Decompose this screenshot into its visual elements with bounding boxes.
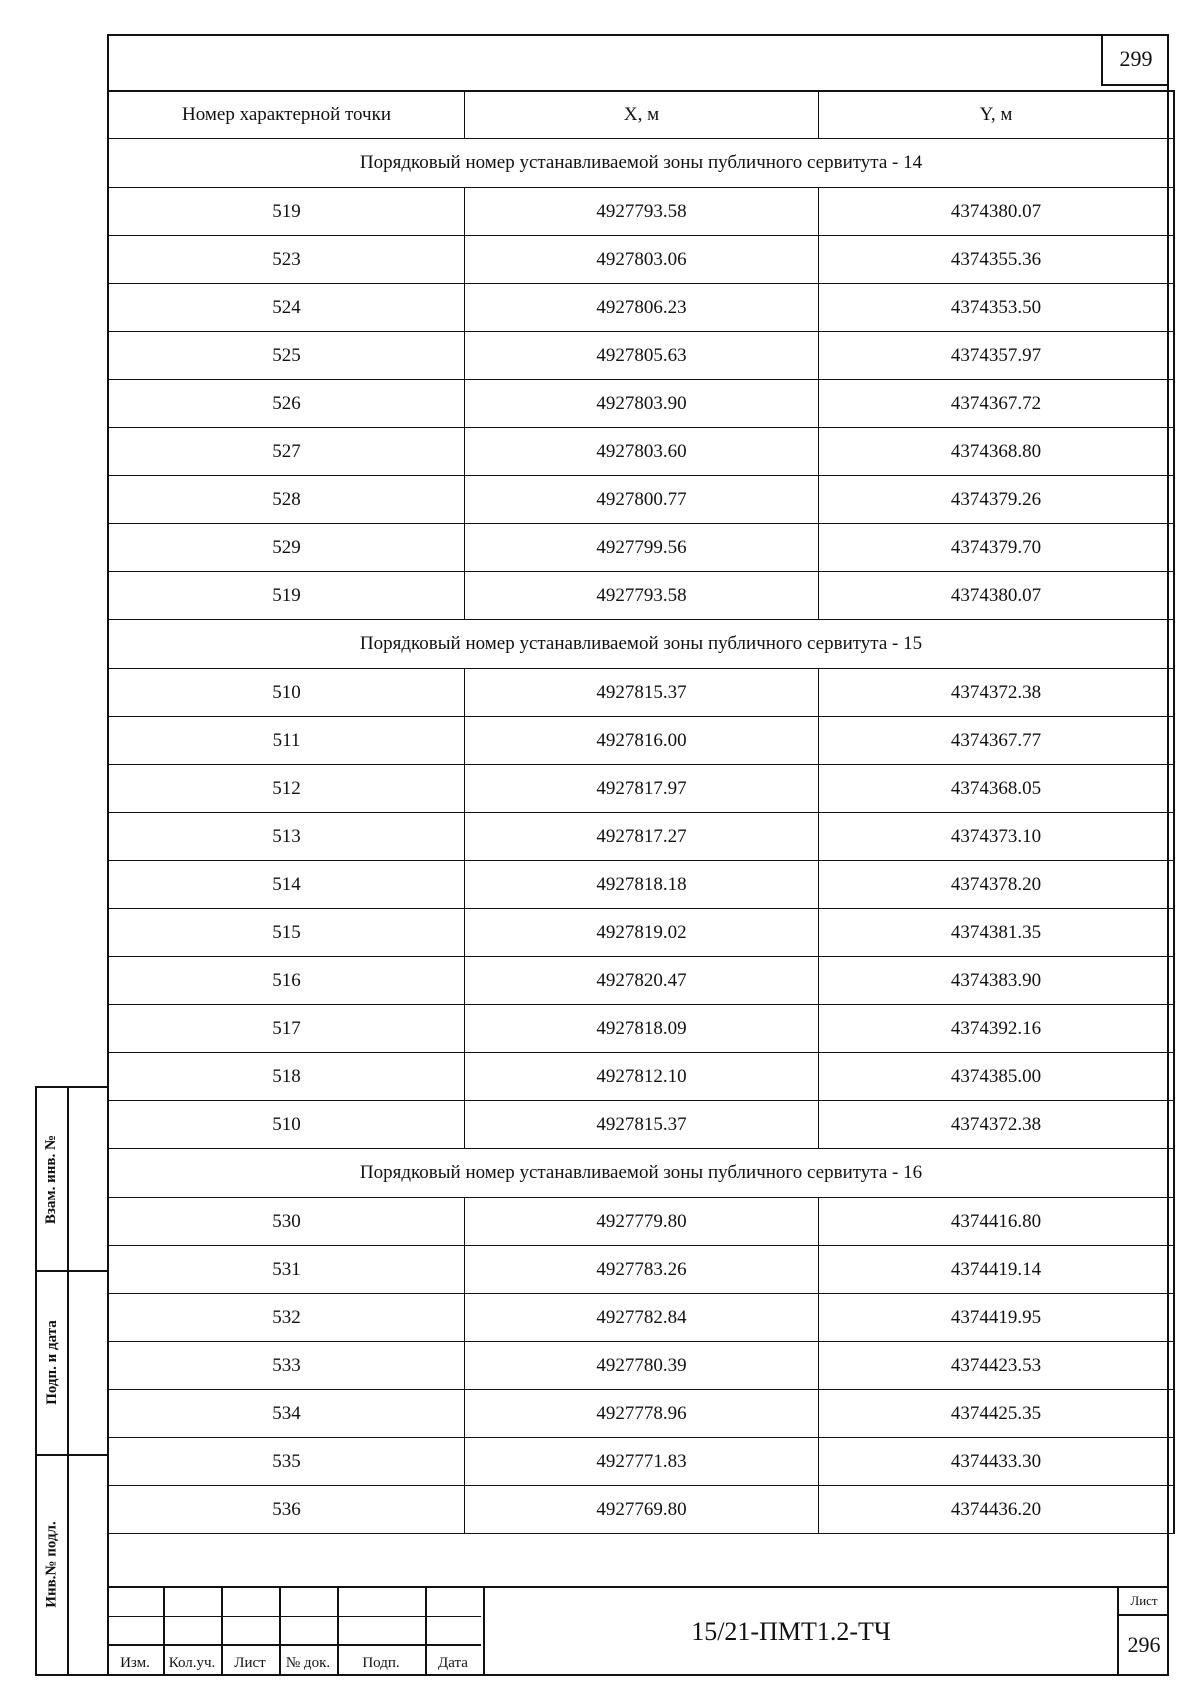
cell-point-number: 517 bbox=[108, 1005, 465, 1053]
cell-y: 4374419.14 bbox=[819, 1246, 1175, 1294]
cell-y: 4374379.26 bbox=[819, 476, 1175, 524]
table-row bbox=[108, 380, 1174, 428]
cell-x: 4927817.97 bbox=[465, 765, 819, 813]
table-row bbox=[108, 1486, 1174, 1534]
cell-point-number: 515 bbox=[108, 909, 465, 957]
tb-label-list: Лист bbox=[234, 1655, 266, 1671]
cell-x: 4927771.83 bbox=[465, 1438, 819, 1486]
cell-y: 4374372.38 bbox=[819, 669, 1175, 717]
cell-x: 4927803.90 bbox=[465, 380, 819, 428]
cell-x: 4927783.26 bbox=[465, 1246, 819, 1294]
cell-point-number: 524 bbox=[108, 284, 465, 332]
table-row bbox=[108, 572, 1174, 620]
table-row bbox=[108, 1438, 1174, 1486]
title-block-grid bbox=[107, 1588, 481, 1676]
cell-point-number: 536 bbox=[108, 1486, 465, 1534]
group-title-row bbox=[108, 139, 1174, 188]
cell-y: 4374381.35 bbox=[819, 909, 1175, 957]
cell-x: 4927769.80 bbox=[465, 1486, 819, 1534]
cell-point-number: 511 bbox=[108, 717, 465, 765]
cell-point-number: 523 bbox=[108, 236, 465, 284]
cell-x: 4927818.09 bbox=[465, 1005, 819, 1053]
cell-x: 4927793.58 bbox=[465, 188, 819, 236]
cell-point-number: 530 bbox=[108, 1198, 465, 1246]
table-row bbox=[108, 1342, 1174, 1390]
cell-x: 4927805.63 bbox=[465, 332, 819, 380]
cell-x: 4927819.02 bbox=[465, 909, 819, 957]
cell-point-number: 514 bbox=[108, 861, 465, 909]
cell-y: 4374392.16 bbox=[819, 1005, 1175, 1053]
cell-point-number: 518 bbox=[108, 1053, 465, 1101]
cell-y: 4374380.07 bbox=[819, 572, 1175, 620]
cell-point-number: 534 bbox=[108, 1390, 465, 1438]
table-row bbox=[108, 957, 1174, 1005]
table-row bbox=[108, 476, 1174, 524]
table-row bbox=[108, 861, 1174, 909]
table-row bbox=[108, 1005, 1174, 1053]
table-row bbox=[108, 1053, 1174, 1101]
tb-label-izm: Изм. bbox=[120, 1655, 150, 1671]
cell-x: 4927812.10 bbox=[465, 1053, 819, 1101]
cell-y: 4374353.50 bbox=[819, 284, 1175, 332]
cell-y: 4374378.20 bbox=[819, 861, 1175, 909]
cell-x: 4927780.39 bbox=[465, 1342, 819, 1390]
group-title-row bbox=[108, 620, 1174, 669]
table-header-row bbox=[108, 91, 1174, 139]
cell-y: 4374367.72 bbox=[819, 380, 1175, 428]
cell-y: 4374436.20 bbox=[819, 1486, 1175, 1534]
header-point-number: Номер характерной точки bbox=[108, 91, 465, 139]
coordinates-table bbox=[107, 90, 1175, 1534]
cell-x: 4927799.56 bbox=[465, 524, 819, 572]
cell-point-number: 512 bbox=[108, 765, 465, 813]
cell-point-number: 513 bbox=[108, 813, 465, 861]
cell-y: 4374368.05 bbox=[819, 765, 1175, 813]
cell-point-number: 526 bbox=[108, 380, 465, 428]
table-row bbox=[108, 332, 1174, 380]
cell-x: 4927818.18 bbox=[465, 861, 819, 909]
coordinates-table-body bbox=[108, 91, 1174, 1534]
cell-y: 4374373.10 bbox=[819, 813, 1175, 861]
table-row bbox=[108, 236, 1174, 284]
cell-x: 4927820.47 bbox=[465, 957, 819, 1005]
cell-y: 4374416.80 bbox=[819, 1198, 1175, 1246]
cell-y: 4374379.70 bbox=[819, 524, 1175, 572]
cell-y: 4374385.00 bbox=[819, 1053, 1175, 1101]
cell-y: 4374355.36 bbox=[819, 236, 1175, 284]
cell-x: 4927806.23 bbox=[465, 284, 819, 332]
table-row bbox=[108, 813, 1174, 861]
group-title: Порядковый номер устанавливаемой зоны публичного сервитута - 16 bbox=[108, 1149, 1174, 1198]
side-stamp-vzam-inv bbox=[35, 1086, 107, 1272]
sheet-number: 296 bbox=[1127, 1632, 1161, 1657]
title-block bbox=[107, 1586, 1169, 1676]
tb-label-podp: Подп. bbox=[362, 1655, 400, 1671]
table-row bbox=[108, 284, 1174, 332]
side-stamp-inv-podl bbox=[35, 1454, 107, 1676]
tb-label-data: Дата bbox=[438, 1655, 468, 1671]
cell-point-number: 519 bbox=[108, 188, 465, 236]
cell-y: 4374383.90 bbox=[819, 957, 1175, 1005]
cell-point-number: 535 bbox=[108, 1438, 465, 1486]
cell-x: 4927817.27 bbox=[465, 813, 819, 861]
cell-point-number: 516 bbox=[108, 957, 465, 1005]
table-row bbox=[108, 765, 1174, 813]
table-row bbox=[108, 1198, 1174, 1246]
cell-point-number: 510 bbox=[108, 669, 465, 717]
cell-point-number: 528 bbox=[108, 476, 465, 524]
table-row bbox=[108, 717, 1174, 765]
table-row bbox=[108, 669, 1174, 717]
side-label-podp-data: Подп. и дата bbox=[43, 1319, 60, 1405]
cell-x: 4927803.60 bbox=[465, 428, 819, 476]
group-title: Порядковый номер устанавливаемой зоны публичного сервитута - 15 bbox=[108, 620, 1174, 669]
side-stamp-podp-data bbox=[35, 1270, 107, 1456]
cell-x: 4927816.00 bbox=[465, 717, 819, 765]
cell-point-number: 533 bbox=[108, 1342, 465, 1390]
cell-x: 4927782.84 bbox=[465, 1294, 819, 1342]
table-row bbox=[108, 1246, 1174, 1294]
cell-y: 4374419.95 bbox=[819, 1294, 1175, 1342]
cell-y: 4374380.07 bbox=[819, 188, 1175, 236]
tb-label-kol-uch: Кол.уч. bbox=[168, 1655, 216, 1671]
cell-y: 4374367.77 bbox=[819, 717, 1175, 765]
table-row bbox=[108, 428, 1174, 476]
group-title-row bbox=[108, 1149, 1174, 1198]
cell-y: 4374423.53 bbox=[819, 1342, 1175, 1390]
cell-x: 4927779.80 bbox=[465, 1198, 819, 1246]
cell-x: 4927815.37 bbox=[465, 1101, 819, 1149]
cell-point-number: 510 bbox=[108, 1101, 465, 1149]
cell-y: 4374433.30 bbox=[819, 1438, 1175, 1486]
table-row bbox=[108, 1390, 1174, 1438]
side-label-inv-podl: Инв.№ подл. bbox=[43, 1520, 60, 1608]
page-number-top: 299 bbox=[1101, 34, 1169, 86]
cell-point-number: 532 bbox=[108, 1294, 465, 1342]
side-label-vzam-inv: Взам. инв. № bbox=[43, 1134, 60, 1224]
cell-x: 4927800.77 bbox=[465, 476, 819, 524]
cell-y: 4374368.80 bbox=[819, 428, 1175, 476]
table-row bbox=[108, 1294, 1174, 1342]
table-row bbox=[108, 909, 1174, 957]
cell-point-number: 529 bbox=[108, 524, 465, 572]
table-row bbox=[108, 524, 1174, 572]
sheet-label: Лист bbox=[1119, 1588, 1169, 1616]
cell-y: 4374357.97 bbox=[819, 332, 1175, 380]
cell-x: 4927815.37 bbox=[465, 669, 819, 717]
header-x: X, м bbox=[465, 91, 819, 139]
document-code: 15/21-ПМТ1.2-ТЧ bbox=[483, 1588, 1097, 1676]
cell-point-number: 527 bbox=[108, 428, 465, 476]
sheet-box bbox=[1117, 1588, 1169, 1676]
cell-y: 4374372.38 bbox=[819, 1101, 1175, 1149]
cell-x: 4927803.06 bbox=[465, 236, 819, 284]
cell-x: 4927793.58 bbox=[465, 572, 819, 620]
table-row bbox=[108, 1101, 1174, 1149]
cell-y: 4374425.35 bbox=[819, 1390, 1175, 1438]
tb-label-doc-num: № док. bbox=[285, 1655, 331, 1671]
group-title: Порядковый номер устанавливаемой зоны публичного сервитута - 14 bbox=[108, 139, 1174, 188]
cell-point-number: 519 bbox=[108, 572, 465, 620]
cell-x: 4927778.96 bbox=[465, 1390, 819, 1438]
cell-point-number: 531 bbox=[108, 1246, 465, 1294]
header-y: Y, м bbox=[819, 91, 1175, 139]
cell-point-number: 525 bbox=[108, 332, 465, 380]
table-row bbox=[108, 188, 1174, 236]
